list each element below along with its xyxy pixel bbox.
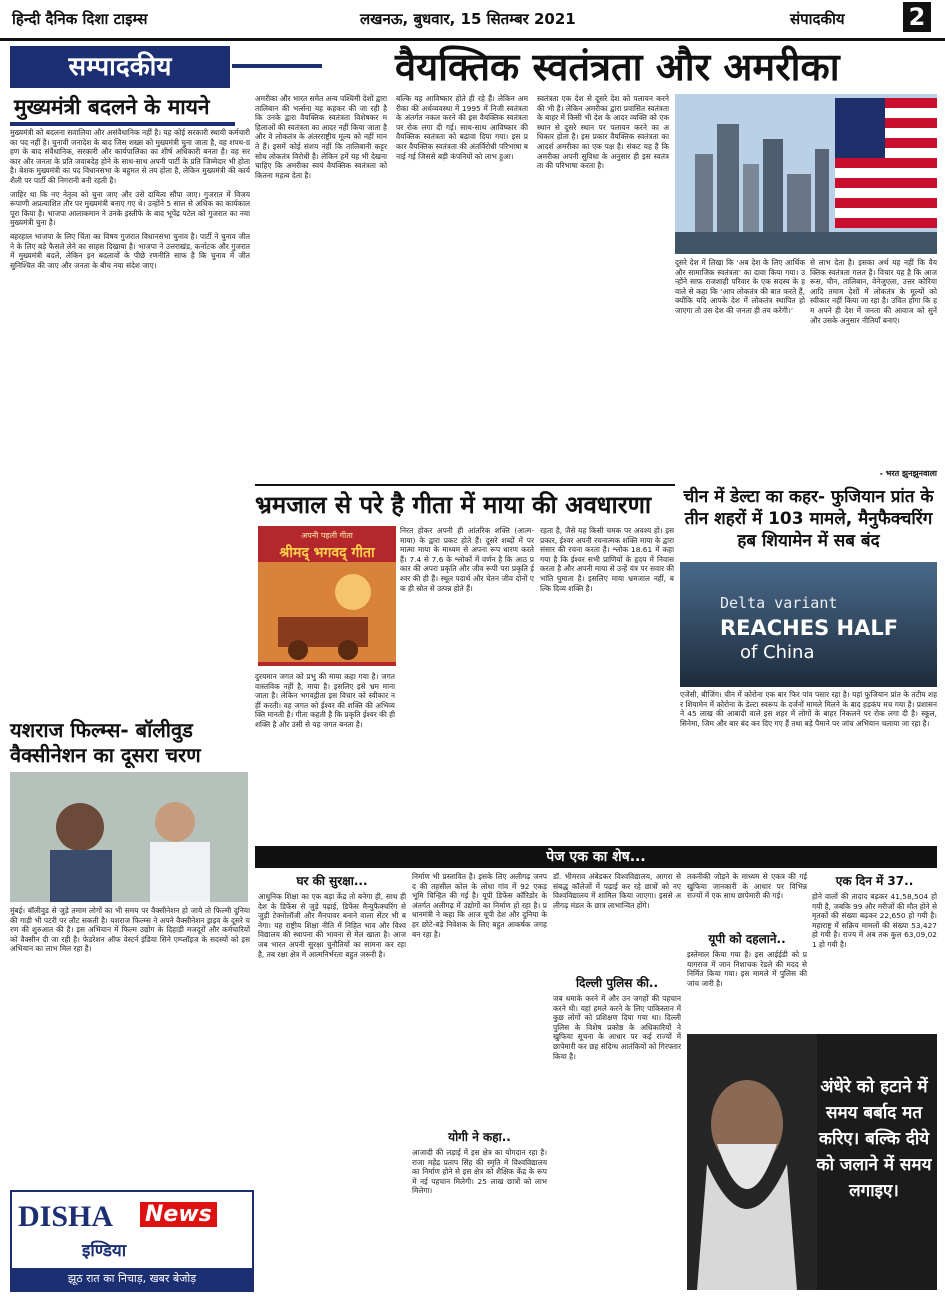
disha-news-promo bbox=[10, 1190, 254, 1292]
home-security-text: आधुनिक शिक्षा का एक बड़ा केंद्र तो बनेगा ही, साथ ही देश के डिफेंस से जुड़े पढ़ाई, डिफेंस मैन्युफैक्चरिंग से जुड़ी टेक्नोलॉजी और मैनपावर बनाने वाला सेंटर भी बनेगा। यह राष्ट्रीय शिक्षा नीति में निहित भाव और विश्वविद्यालय की स्थापना की भावना से मेल खाता है। आज जब भारत अपनी सुरक्षा चुनौतियों का सामना कर रहा है, तब रक्षा क्षेत्र में आत्मनिर्भरता बहुत जरूरी है। bbox=[258, 892, 406, 959]
liberty-text-2: बल्कि यह आविष्कार होते ही रहे हैं। लेकिन अमरीका की अर्थव्यवस्था में 1995 में निजी स्वतंत्रता के अंतर्गत नकल करने की इस वैयक्तिक स्वतंत्रता पर रोक लगा दी गई। साथ-साथ आविष्कार की वैयक्तिक स्वतंत्रता को बढ़ावा दिया गया। इस प्रकार वैयक्तिक स्वतंत्रता की अंतर्विरोधी परिभाषा बनाई गई जिससे बड़ी कंपनियों को लाभ हुआ। bbox=[396, 94, 528, 161]
nyc-flag-photo bbox=[675, 94, 937, 254]
cm-para-3: बहरहाल भाजपा के लिए चिंता का विषय गुजरात विधानसभा चुनाव है। पार्टी ने चुनाव जीतने के लिए बड़े फैसले लेने का साहस दिखाया है। भाजपा ने उत्तराखंड, कर्नाटक और गुजरात में मुख्यमंत्री बदले, लेकिन इन बदलावों के पीछे रणनीति साफ है कि चुनाव में जीत सुनिश्चित की जाए और जनता के बीच नया संदेश जाए। bbox=[10, 231, 250, 270]
yashraj-headline bbox=[10, 718, 255, 768]
book-title: श्रीमद् भगवद् गीता bbox=[279, 545, 375, 561]
mid-bottom-text: तकनीकी जोड़ने के माध्यम से एकत्र की गई खुफिया जानकारी के आधार पर विभिन्न राज्यों में एक साथ छापेमारी की गई। bbox=[687, 872, 807, 901]
up-dehlane-text: इस्तेमाल किया गया है। इस आईईडी को प्रयागराज में जान निशाचक रेडले की मदद से निर्मित किया गया। इस मामले में पुलिस की जांच जारी है। bbox=[687, 950, 807, 988]
yogi-headline: योगी ने कहा.. bbox=[448, 1130, 511, 1144]
vaccination-photo bbox=[10, 772, 248, 902]
chariot-illustration bbox=[258, 562, 396, 662]
cm-article bbox=[10, 128, 250, 715]
delta-headline-2: of China bbox=[740, 642, 815, 663]
gita-text-2: निरत होकर अपनी ही आंतरिक शक्ति (आत्म-माया) के द्वारा प्रकट होते हैं। दूसरे शब्दों में परमात्मा माया के माध्यम से अपना रूप धारण करते हैं। 7.4 से 7.6 के श्लोकों में वर्णन है कि आठ प्रकार की अपरा प्रकृति और जीव रूपी परा प्रकृति ईश्वर की ही हैं। स्थूल पदार्थ और चेतन जीव दोनों एक ही स्रोत से उत्पन्न होते हैं। bbox=[400, 526, 534, 593]
quote-text: अंधेरे को हटाने में समय बर्बाद मत करिए। बल्कि दीये को जलाने में समय लगाइए। bbox=[816, 1077, 932, 1201]
china-body bbox=[680, 690, 937, 842]
liberty-text-5: से लाभ देता है। इसका अर्थ यह नहीं कि वैयक्तिक स्वतंत्रता गलत है। विचार यह है कि आज रूस, चीन, तालिबान, वेनेजुएला, उत्तर कोरिया आदि तमाम देशों में लोकतंत्र के मूल्यों को स्वीकार नहीं किया जा रहा है। उचित होगा कि हम अपने ही देश में जनता की आवाज को सुनें और उसके अनुसार नीतियाँ बनाएं। bbox=[810, 258, 937, 325]
paper-name: हिन्दी दैनिक दिशा टाइम्स bbox=[12, 10, 148, 28]
liberty-col-3 bbox=[537, 94, 669, 482]
day-37-headline: एक दिन में 37.. bbox=[835, 874, 914, 888]
day-37-text: होने वालों की तादाद बढ़कर 41,58,504 हो गयी है, जबकि 99 और मरीजों की मौत होने से मृतकों की संख्या बढ़कर 22,650 हो गयी है। महाराष्ट्र में सक्रिय मामलों की संख्या 53,427 हो गयी है। राज्य में अब तक कुल 63,09,021 हो गयी है। bbox=[812, 892, 937, 949]
editorial-banner: सम्पादकीय bbox=[10, 46, 230, 88]
home-security-headline: घर की सुरक्षा... bbox=[296, 874, 368, 888]
yashraj-headline-1: यशराज फिल्म्स- बॉलीवुड bbox=[10, 718, 193, 742]
sage-portrait bbox=[687, 1034, 817, 1290]
delta-graphic bbox=[680, 562, 937, 687]
university-text: डॉ. भीमराव अंबेडकर विश्वविद्यालय, आगरा से संबद्ध कॉलेजों में पढ़ाई कर रहे छात्रों को नए विश्वविद्यालय में शामिल किया जाएगा। इससे अलीगढ़ मंडल के छात्र लाभान्वित होंगे। bbox=[553, 872, 681, 910]
promo-tagline: झूठ रात का निचाड़, खबर बेजोड़ bbox=[12, 1268, 252, 1290]
promo-brand-main: DISHA bbox=[18, 1200, 114, 1233]
promo-brand-sub: इण्डिया bbox=[82, 1241, 127, 1261]
gita-headline: भ्रमजाल से परे है गीता में माया की अवधारणा bbox=[255, 484, 675, 524]
book-brand: अपनी पहली गीता bbox=[301, 531, 353, 540]
cm-para-2: जाहिर था कि नए नेतृत्व को चुना जाए और उसे दायित्व सौंपा जाए। गुजरात में विजय रूपाणी अप्रत्याशित तौर पर मुख्यमंत्री बनाए गए थे। उन्होंने 5 साल से अधिक का कार्यकाल पूरा किया है। भाजपा आलाकमान ने उनके इस्तीफे के बाद भूपेंद्र पटेल को गुजरात का नया मुख्यमंत्री चुना है। bbox=[10, 189, 250, 228]
continuation-university bbox=[553, 872, 681, 970]
delta-headline-1: REACHES HALF bbox=[720, 616, 899, 640]
yashraj-headline-2: वैक्सीनेशन का दूसरा चरण bbox=[10, 743, 201, 767]
gita-col-1 bbox=[255, 672, 395, 842]
gita-book-cover bbox=[258, 526, 396, 666]
cm-rule bbox=[10, 122, 235, 126]
cm-headline: मुख्यमंत्री बदलने के मायने bbox=[14, 95, 210, 119]
china-headline: चीन में डेल्टा का कहर- फुजियान प्रांत के तीन शहरों में 103 मामले, मैनुफैक्चरिंग हब शियामेन में सब बंद bbox=[683, 487, 934, 551]
gita-text-1: दुरयमान जगत को प्रभु की माया कहा गया है। जगत वास्तविक नहीं है, माया है। इसलिए इसे भ्रम माना जाता है। लेकिन भगवद्गीता इस विचार को स्वीकार नहीं करती। वह जगत को ईश्वर की शक्ति की अभिव्यक्ति मानती है। गीता कहती है कि प्रकृति ईश्वर की ही शक्ति है और उसी से यह जगत बनता है। bbox=[255, 672, 395, 729]
banner-rule bbox=[232, 64, 322, 68]
continuation-day-37 bbox=[812, 872, 937, 1030]
continuation-mid-bottom bbox=[687, 872, 807, 927]
liberty-col-2 bbox=[396, 94, 528, 482]
liberty-text-4: दूसरे देश में लिखा कि ‘अब देश के लिए आर्थिक और सामाजिक स्वतंत्रता’ का दावा किया गया। उन्होंने साफ़ राजशाही परिवार के एक सदस्य के हवाले से कहा कि ‘आप लोकतंत्र की बात करते हैं, क्योंकि यदि आपके देश में लोकतंत्र स्थापित हो जाएगा तो उस देश की जनता ही तय करेगी।’ bbox=[675, 258, 805, 315]
liberty-col-1 bbox=[255, 94, 387, 482]
promo-brand-news: News bbox=[140, 1202, 217, 1227]
main-headline: वैयक्तिक स्वतंत्रता और अमरीका bbox=[395, 45, 840, 89]
vaccination-illustration bbox=[10, 772, 248, 902]
dateline: लखनऊ, बुधवार, 15 सितम्बर 2021 bbox=[360, 10, 576, 28]
continuation-section-bar: पेज एक का शेष... bbox=[255, 846, 937, 868]
yogi-text: आजादी की लड़ाई में इस क्षेत्र का योगदान रहा है। राजा महेंद्र प्रताप सिंह की स्मृति में विश्वविद्यालय का निर्माण होने से इस क्षेत्र को शैक्षिक केंद्र के रूप में नई पहचान मिलेगी। 25 लाख छात्रों को लाभ मिलेगा। bbox=[412, 1148, 547, 1196]
up-dehlane-headline: यूपी को दहलाने.. bbox=[708, 932, 786, 946]
continuation-yogi bbox=[412, 1128, 547, 1290]
section-name: संपादकीय bbox=[790, 10, 845, 28]
yashraj-body bbox=[10, 906, 250, 1188]
continuation-nirman bbox=[412, 872, 547, 1122]
china-text: एजेंसी, बीजिंग। चीन में कोरोना एक बार फिर पांव पसार रहा है। यहां फुजियान प्रांत के तटीय शहर शियामेन में कोरोना के डेल्टा स्वरूप के दर्जनों मामले मिलने के बाद हड़कंप मच गया है। प्रशासन ने 45 लाख की आबादी वाले इस शहर में लोगों के बाहर निकलने पर रोक लगा दी है। स्कूल, सिनेमा, जिम और बार बंद कर दिए गए हैं तथा बड़े पैमाने पर जांच अभियान चलाया जा रहा है। bbox=[680, 690, 937, 728]
quote-panel bbox=[687, 1034, 937, 1290]
continuation-delhi-police bbox=[553, 974, 681, 1290]
liberty-col-5 bbox=[810, 258, 937, 468]
gita-col-2 bbox=[400, 526, 534, 842]
continuation-home-security bbox=[258, 872, 406, 1290]
delhi-police-text: जब धमाके करने में और उन जगहों की पहचान करने थी। यहां हमले करने के लिए पाकिस्तान में कुछ लोगों को प्रशिक्षण दिया गया था। दिल्ली पुलिस के विशेष प्रकोष्ठ के अधिकारियों ने खुफिया सूचना के आधार पर कई राज्यों में छापेमारी कर छह संदिग्ध आतंकियों को गिरफ्तार किया है। bbox=[553, 994, 681, 1061]
liberty-byline: - भरत झुनझुनवाला bbox=[879, 469, 937, 478]
delta-label: Delta variant bbox=[720, 594, 838, 612]
continuation-up-dehlane bbox=[687, 930, 807, 1030]
masthead bbox=[0, 0, 945, 41]
page-number: 2 bbox=[903, 2, 931, 32]
liberty-text-1: अमरीका और भारत समेत अन्य पश्चिमी देशों द्वारा तालिबान की भर्त्सना यह कहकर की जा रही है कि उनके द्वारा वैयक्तिक स्वतंत्रता विशेषकर महिलाओं की स्वतंत्रता का आदर नहीं किया जाता है और वे लोकतंत्र के अंतरराष्ट्रीय मूल्य को नहीं मानते हैं। इसमें कोई संशय नहीं कि तालिबानी कट्टर सोच लोकतंत्र विरोधी है। लेकिन हमें यह भी देखना चाहिए कि अमरीका स्वयं वैयक्तिक स्वतंत्रता को कितना महत्व देता है। bbox=[255, 94, 387, 180]
liberty-text-3: स्वतंत्रता एक देश से दूसरे देश को पलायन करने की भी है। लेकिन अमरीका द्वारा प्रवासित स्वतंत्रता के बाहर में किसी भी देश के आदर व्यक्ति को एक स्थान से दूसरे स्थान पर पलायन करने का अधिकार होता है। इस प्रकार वैयक्तिक स्वतंत्रता का आदर्श अमरीका का एक पक्ष है। संकट यह है कि अमरीका अपनी सुविधा के अनुसार ही इस स्वतंत्रता की परिभाषा करता है। bbox=[537, 94, 669, 171]
gita-text-3: रहता है, जैसे यह किसी चमक पर अवश्य हो। इस प्रकार, ईश्वर अपनी रचनात्मक शक्ति माया के द्वारा संसार की रचना करता है। श्लोक 18.61 में कहा गया है कि ईश्वर सभी प्राणियों के हृदय में निवास करता है और अपनी माया से उन्हें यंत्र पर सवार की भांति घुमाता है। इसलिए माया भ्रमजाल नहीं, बल्कि दिव्य शक्ति है। bbox=[540, 526, 674, 593]
nirman-text: निर्माण भी प्रस्तावित है। इसके लिए अलीगढ़ जनपद की तहसील कोल के लोधा गांव में 92 एकड़ भूमि चिन्हित की गई है। यूपी डिफेंस कॉरिडोर के अंतर्गत अलीगढ़ में उद्योगों का निर्माण हो रहा है। प्रधानमंत्री ने कहा कि आज यूपी देश और दुनिया के हर छोटे-बड़े निवेशक के लिए बहुत आकर्षक जगह बन रहा है। bbox=[412, 872, 547, 939]
yashraj-text: मुंबई। बॉलीवुड से जुड़े तमाम लोगों का भी समय पर वैक्सीनेशन हो जाये तो फिल्मी दुनिया की गाड़ी भी पटरी पर लौट सकती है। यशराज फिल्म्स ने अपने वैक्सीनेशन ड्राइव के दूसरे चरण की शुरुआत की है। इस अभियान में फिल्म उद्योग के दिहाड़ी मजदूरों और कर्मचारियों को वैक्सीन दी जा रही है। फेडरेशन ऑफ वेस्टर्न इंडिया सिने एम्प्लॉइज के सदस्यों को इस अभियान का लाभ मिल रहा है। bbox=[10, 906, 250, 954]
liberty-col-4 bbox=[675, 258, 805, 480]
nyc-flag-illustration bbox=[675, 94, 937, 254]
gita-col-3 bbox=[540, 526, 674, 842]
cm-para-1: मुख्यमंत्री को बदलना सवालिया और असंवैधानिक नहीं है। यह कोई सरकारी स्थायी कर्मचारी का पद नहीं है। चुनावी जनादेश के बाद जिस शख्स को मुख्यमंत्री चुना जाता है, वह शपथ-ग्रहण के बाद संवैधानिक, सरकारी और कार्यपालिका का शीर्ष अधिकारी बनता है। वह सरकार और जनता के प्रति जवाबदेह होने के साथ-साथ अपनी पार्टी के प्रति जिम्मेदार भी होता है। बेशक मुख्यमंत्री का पद विधानसभा के बहुमत से तय होता है, लेकिन मुख्यमंत्री की कार्यशैली पर पार्टी की निगरानी बनी रहती है। bbox=[10, 128, 250, 185]
delhi-police-headline: दिल्ली पुलिस की.. bbox=[575, 976, 659, 990]
